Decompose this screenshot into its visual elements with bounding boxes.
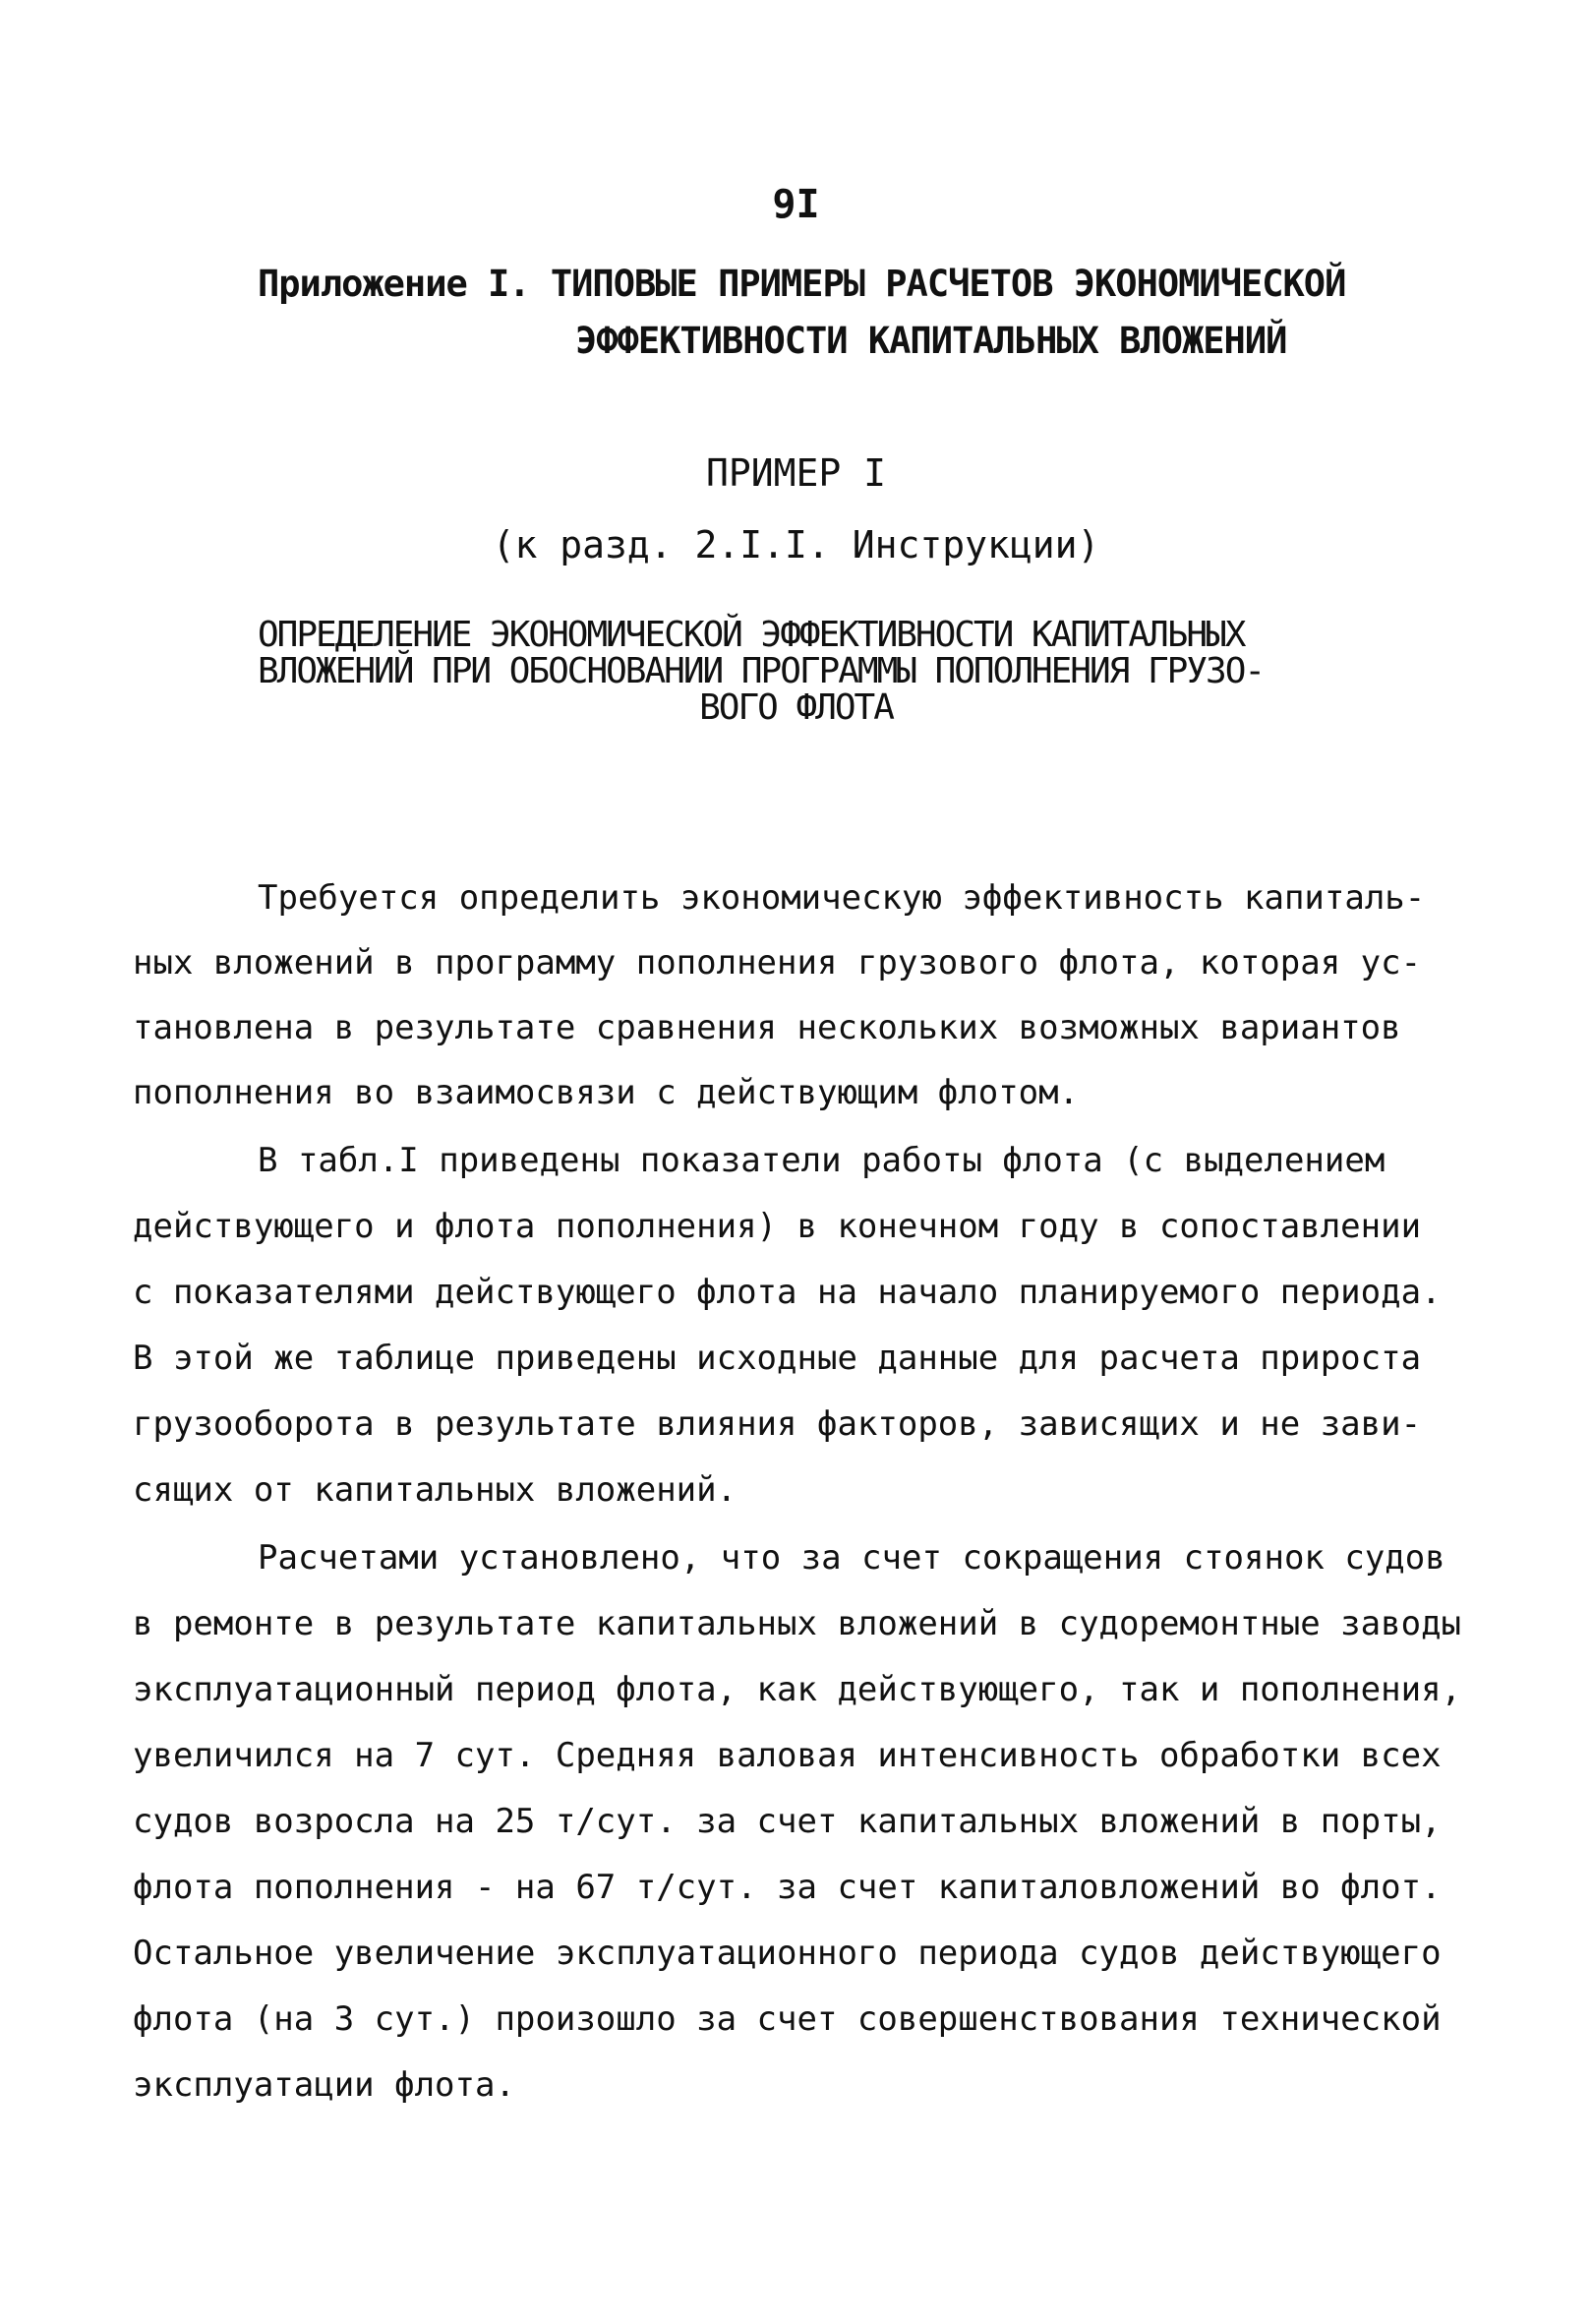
paragraph-3-line-4: увеличился на 7 сут. Средняя валовая интенсивность обработки всех	[133, 1736, 1442, 1775]
paragraph-2-line-5: грузооборота в результате влияния факторов, зависящих и не зави-	[133, 1404, 1422, 1444]
paragraph-3-line-2: в ремонте в результате капитальных вложений в судоремонтные заводы	[133, 1604, 1462, 1643]
paragraph-3-line-8: флота (на 3 сут.) произошло за счет совершенствования технической	[133, 1999, 1442, 2039]
paragraph-1-line-1: Требуется определить экономическую эффективность капиталь-	[258, 878, 1426, 918]
section-heading-line-1: ОПРЕДЕЛЕНИЕ ЭКОНОМИЧЕСКОЙ ЭФФЕКТИВНОСТИ КАПИТАЛЬНЫХ	[258, 615, 1245, 655]
paragraph-3-line-5: судов возросла на 25 т/сут. за счет капитальных вложений в порты,	[133, 1802, 1442, 1841]
paragraph-2-line-6: сящих от капитальных вложений.	[133, 1470, 737, 1510]
section-heading-line-3: ВОГО ФЛОТА	[699, 687, 893, 728]
paragraph-2-line-2: действующего и флота пополнения) в конечном году в сопоставлении	[133, 1207, 1422, 1246]
appendix-title-line-1: Приложение I. ТИПОВЫЕ ПРИМЕРЫ РАСЧЕТОВ ЭКОНОМИЧЕСКОЙ	[258, 263, 1346, 305]
paragraph-2-line-4: В этой же таблице приведены исходные данные для расчета прироста	[133, 1339, 1422, 1378]
paragraph-2-line-1: В табл.I приведены показатели работы флота (с выделением	[258, 1141, 1386, 1180]
paragraph-1-line-4: пополнения во взаимосвязи с действующим флотом.	[133, 1073, 1080, 1112]
example-reference: (к разд. 2.I.I. Инструкции)	[492, 523, 1100, 566]
paragraph-3-line-3: эксплуатационный период флота, как действующего, так и пополнения,	[133, 1670, 1462, 1709]
appendix-title-line-2: ЭФФЕКТИВНОСТИ КАПИТАЛЬНЫХ ВЛОЖЕНИЙ	[575, 320, 1287, 362]
paragraph-3-line-6: флота пополнения - на 67 т/сут. за счет капиталовложений во флот.	[133, 1868, 1442, 1907]
example-title: ПРИМЕР I	[705, 451, 887, 495]
paragraph-2-line-3: с показателями действующего флота на начало планируемого периода.	[133, 1273, 1442, 1312]
paragraph-3-line-1: Расчетами установлено, что за счет сокращения стоянок судов	[258, 1538, 1445, 1578]
paragraph-3-line-9: эксплуатации флота.	[133, 2065, 515, 2105]
section-heading-line-2: ВЛОЖЕНИЙ ПРИ ОБОСНОВАНИИ ПРОГРАММЫ ПОПОЛНЕНИЯ ГРУЗО-	[258, 651, 1265, 691]
paragraph-3-line-7: Остальное увеличение эксплуатационного периода судов действующего	[133, 1934, 1442, 1973]
page-number: 9I	[772, 182, 820, 227]
paragraph-1-line-3: тановлена в результате сравнения нескольких возможных вариантов	[133, 1008, 1401, 1047]
paragraph-1-line-2: ных вложений в программу пополнения грузового флота, которая ус-	[133, 943, 1422, 983]
